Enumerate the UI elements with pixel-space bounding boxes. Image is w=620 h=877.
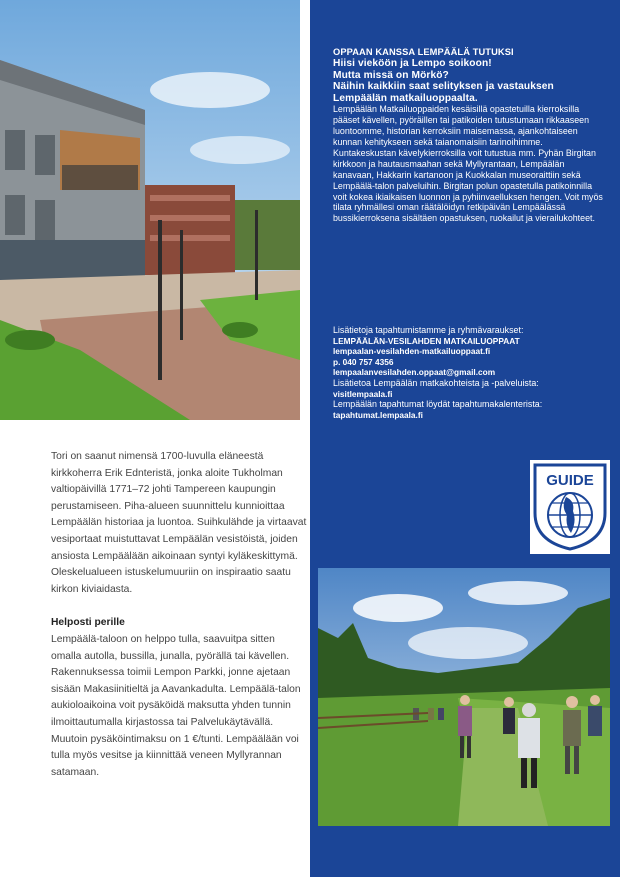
body-text-section bbox=[51, 449, 307, 781]
directions-paragraph: Lempäälä-taloon on helppo tulla, saavuitpa sitten omalla autolla, bussilla, junalla, pyörällä tai kävellen. Rakennuksessa toimii Lempon Parkki, jonne ajetaan sisään Makasiinitieltä ja Aavankadulta. Lempäälä-talon aukioloaikoina voit pysäköidä maksutta yhden tunnin ilmoittautumalla kirjastossa tai Palvelukäytävällä. Muutoin pysäköintimaksu on 1 €/tunti. Lempäälään voi tulla myös vesitse ja kiinnittää veneen Myllyrannan satamaan. bbox=[51, 633, 301, 778]
guide-logo-text: GUIDE bbox=[546, 472, 594, 489]
email-link[interactable]: lempaalanvesilahden.oppaat@gmail.com bbox=[333, 367, 496, 378]
building-photo bbox=[0, 0, 300, 420]
intro-paragraph: Kuntakeskustan kävelykierroksilla voit tutustua mm. Pyhän Birgitan kirkkoon ja hautausmaahan sekä Myllyrantaan, Lempäälän kanavaan, Hakkarin kartanoon ja Kuokkalan museoraittiin sekä Lempäälä-talon palveluihin. Birgitan polun opastetulla patikoinnilla voit kokea ikiaikaisen luonnon ja pyhiinvaelluksen hengen. Voit myös tilata ryhmällesi oman räätälöidyn retkipäivän Lempäälässä bussikierroksena sisältäen opastuksen, ruokailut ja vierailukohteet. bbox=[333, 147, 603, 224]
website-link[interactable]: lempaalan-vesilahden-matkailuoppaat.fi bbox=[333, 346, 491, 357]
intro-subheading: Mutta missä on Mörkö? bbox=[333, 69, 449, 81]
intro-subheading: Hiisi vieköön ja Lempo soikoon! bbox=[333, 57, 492, 69]
hiking-group-photo bbox=[318, 568, 610, 826]
organization-name: LEMPÄÄLÄN-VESILAHDEN MATKAILUOPPAAT bbox=[333, 335, 520, 346]
phone-number: p. 040 757 4356 bbox=[333, 356, 394, 367]
intro-paragraph: Lempäälän Matkailuoppaiden kesäisillä opastetuilla kierroksilla pääset kävellen, pyöräillen tai patikoiden tutustumaan rikkaaseen luontoomme, historian kerroksiin maisemassa, ajankohtaiseen kunnan kehitykseen sekä taianomaisiin tarinoihimme. bbox=[333, 104, 590, 147]
intro-section bbox=[333, 47, 605, 224]
section-heading: Helposti perille bbox=[51, 617, 125, 629]
history-paragraph: Tori on saanut nimensä 1700-luvulla eläneestä kirkkoherra Erik Ednteristä, jonka aloite Tukholman valtiopäivillä 1771–72 johti Tampereen kaupungin perustamiseen. Piha-alueen suunnittelu kunnioittaa Lempäälän historiaa ja luontoa. Suihkulähde ja virtaavat vesiportaat muistuttavat Lempäälän vesistöistä, joiden ansiosta Lempäälään aikoinaan syntyi kyläkeskittymä. Oleskelualueen istuskelumuuriin on inspiraatio saatu kirkon kiviaidasta. bbox=[51, 451, 307, 595]
guide-logo bbox=[530, 460, 610, 554]
contact-label: Lisätietoja tapahtumistamme ja ryhmävaraukset: bbox=[333, 325, 524, 335]
contact-label: Lempäälän tapahtumat löydät tapahtumakalenterista: bbox=[333, 399, 543, 410]
contact-label: Lisätietoa Lempäälän matkakohteista ja -palveluista: bbox=[333, 377, 539, 388]
intro-subheading: Näihin kaikkiin saat selityksen ja vastauksen Lempäälän matkailuoppaalta. bbox=[333, 81, 554, 104]
events-link[interactable]: tapahtumat.lempaala.fi bbox=[333, 409, 423, 420]
visit-link[interactable]: visitlempaala.fi bbox=[333, 388, 393, 399]
contact-section bbox=[333, 325, 605, 420]
intro-heading: OPPAAN KANSSA LEMPÄÄLÄ TUTUKSI bbox=[333, 47, 514, 57]
